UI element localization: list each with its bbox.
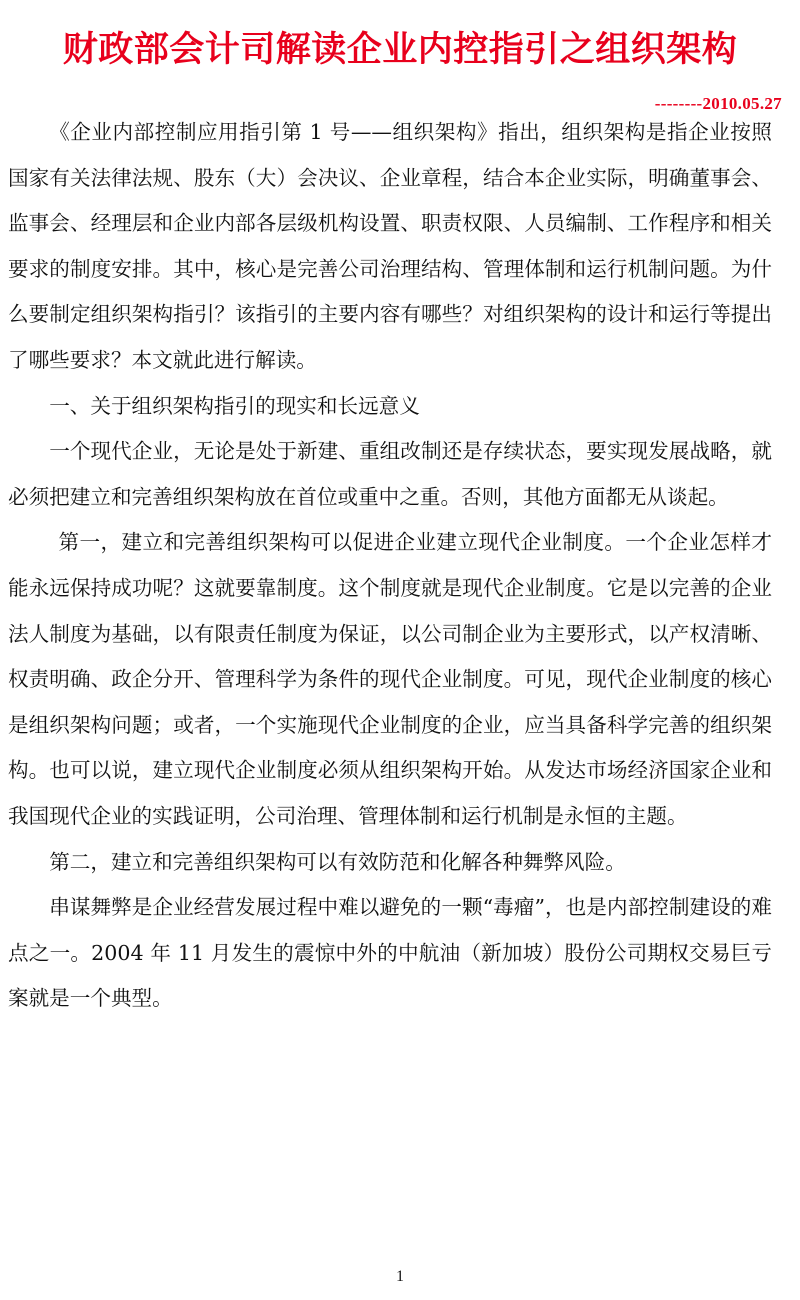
publish-date: --------2010.05.27	[654, 94, 782, 113]
section-heading-1: 一、关于组织架构指引的现实和长远意义	[49, 393, 420, 418]
page-number: 1	[396, 1268, 404, 1285]
paragraph-second-point: 第二，建立和完善组织架构可以有效防范和化解各种舞弊风险。	[49, 849, 626, 874]
document-body	[8, 110, 772, 1022]
paragraph-first-point: 第一，建立和完善组织架构可以促进企业建立现代企业制度。一个企业怎样才能永远保持成功呢？这就要靠制度。这个制度就是现代企业制度。它是以完善的企业法人制度为基础，以有限责任制度为保证，以公司制企业为主要形式，以产权清晰、权责明确、政企分开、管理科学为条件的现代企业制度。可见，现代企业制度的核心是组织架构问题；或者，一个实施现代企业制度的企业，应当具备科学完善的组织架构。也可以说，建立现代企业制度必须从组织架构开始。从发达市场经济国家企业和我国现代企业的实践证明，公司治理、管理体制和运行机制是永恒的主题。	[8, 530, 772, 828]
intro-paragraph: 《企业内部控制应用指引第 1 号——组织架构》指出，组织架构是指企业按照国家有关法律法规、股东（大）会决议、企业章程，结合本企业实际，明确董事会、监事会、经理层和企业内部各层级机构设置、职责权限、人员编制、工作程序和相关要求的制度安排。其中，核心是完善公司治理结构、管理体制和运行机制问题。为什么要制定组织架构指引？该指引的主要内容有哪些？对组织架构的设计和运行等提出了哪些要求？本文就此进行解读。	[8, 120, 772, 372]
paragraph-modern-enterprise: 一个现代企业，无论是处于新建、重组改制还是存续状态，要实现发展战略，就必须把建立和完善组织架构放在首位或重中之重。否则，其他方面都无从谈起。	[8, 439, 772, 509]
paragraph-fraud-case: 串谋舞弊是企业经营发展过程中难以避免的一颗“毒瘤”，也是内部控制建设的难点之一。2004 年 11 月发生的震惊中外的中航油（新加坡）股份公司期权交易巨亏案就是一个典型。	[8, 895, 772, 1011]
document-title: 财政部会计司解读企业内控指引之组织架构	[62, 30, 738, 70]
